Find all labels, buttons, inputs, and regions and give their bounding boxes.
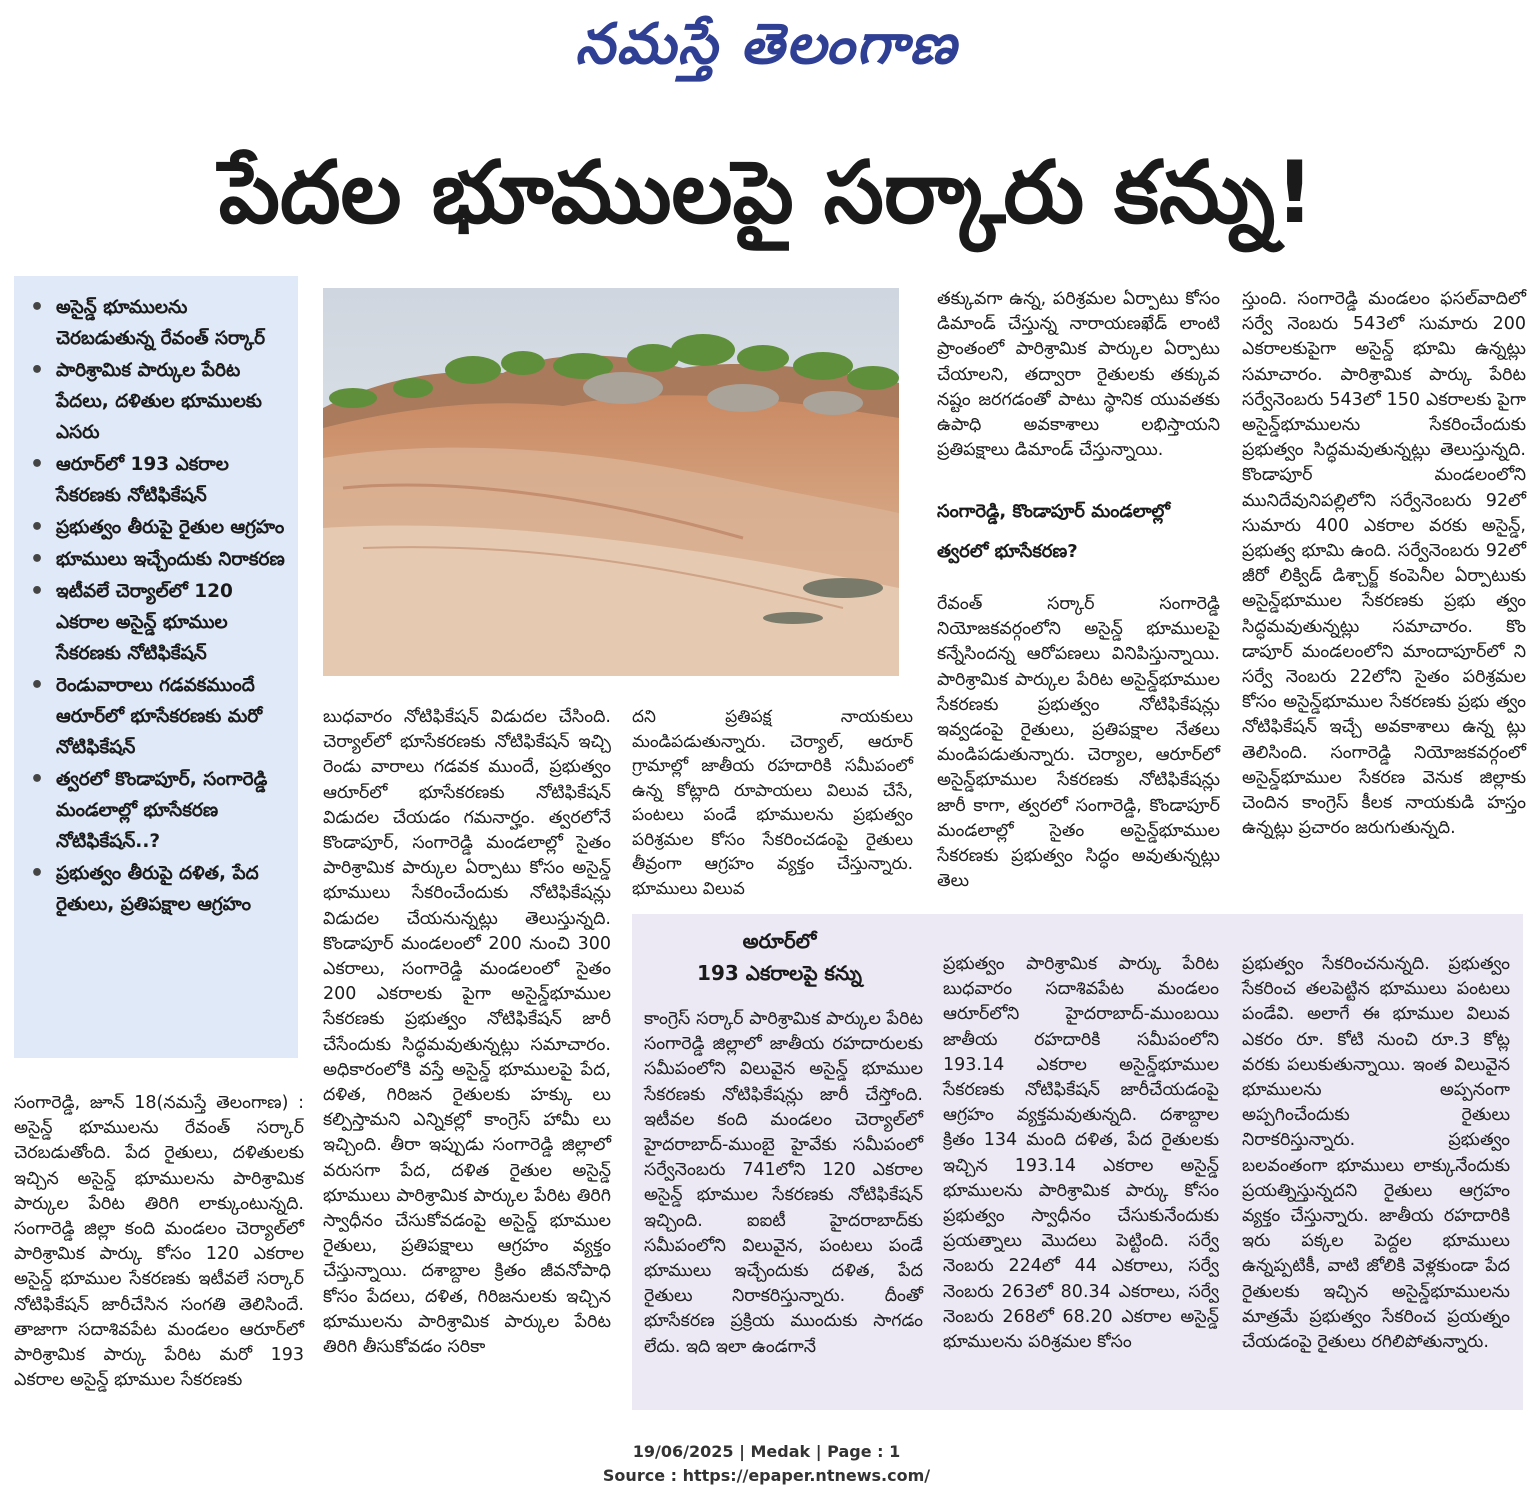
article-column-4-continued	[937, 592, 1220, 894]
sidebar-column-3	[1242, 952, 1510, 1355]
highlight-text: భూములు ఇచ్చేందుకు నిరాకరణ	[56, 549, 285, 570]
highlight-text: పారిశ్రామిక పార్కుల పేరిట పేదలు, దళితుల భూములకు ఎసరు	[56, 360, 262, 443]
article-column-2	[323, 705, 611, 1360]
sidebar-paragraph: ప్రభుత్వం సేకరించనున్నది. ప్రభుత్వం సేకరించ తలపెట్టిన భూములు పంటలు పండేవి. అలాగే ఈ భూముల విలువ ఎకరం రూ. కోటి నుంచి రూ.3 కోట్ల వరకు పలుకుతున్నాయి. ఇంత విలువైన భూములను అప్పనంగా అప్పగించేందుకు రైతులు నిరాకరిస్తున్నారు. ప్రభుత్వం బలవంతంగా భూములు లాక్కునేందుకు ప్రయత్నిస్తున్నదని రైతులు ఆగ్రహం వ్యక్తం చేస్తున్నారు. జాతీయ రహదారికి ఇరు పక్కల పెద్దల భూములు ఉన్నప్పటికీ, వాటి జోలికి వెళ్లకుండా పేద రైతులకు ఇచ్చిన అసైన్డ్‌భూములను మాత్రమే ప్రభుత్వం సేకరించ ప్రయత్నం చేయడంపై రైతులు రగిలిపోతున్నారు.	[1242, 954, 1510, 1353]
newspaper-masthead: నమస్తే తెలంగాణ	[575, 12, 958, 77]
article-paragraph: తక్కువగా ఉన్న, పరిశ్రమల ఏర్పాటు కోసం డిమాండ్ చేస్తున్న నారాయణఖేడ్ లాంటి ప్రాంతంలో పారిశ్రామిక పార్కుల ఏర్పాటు చేయాలని, తద్వారా రైతులకు తక్కువ నష్టం జరగడంతో పాటు స్థానిక యువతకు ఉపాధి అవకాశాలు లభిస్తాయని ప్రతిపక్షాలు డిమాండ్ చేస్తున్నాయి.	[937, 289, 1220, 461]
highlight-text: ఇటీవలే చెర్యాల్‌లో 120 ఎకరాల అసైన్డ్ భూముల సేకరణకు నోటిఫికేషన్	[56, 581, 233, 664]
landscape-illustration	[323, 288, 899, 676]
sidebar-paragraph: కాంగ్రెస్ సర్కార్ పారిశ్రామిక పార్కుల పేరిట సంగారెడ్డి జిల్లాలో జాతీయ రహదారులకు సమీపంలోని విలువైన అసైన్డ్ భూముల సేకరణకు నోటిఫికేషన్లు జారీ చేస్తోంది. ఇటీవల కంది మండలం చెర్యాల్‌లో హైదరాబాద్-ముంబై హైవేకు సమీపంలో సర్వేనెంబరు 741లోని 120 ఎకరాల అసైన్డ్ భూముల సేకరణకు నోటిఫికేషన్ ఇచ్చింది. ఐఐటీ హైదరాబాద్‌కు సమీపంలోని విలువైన, పంటలు పండే భూములు ఇచ్చేందుకు దళిత, పేద రైతులు నిరాకరిస్తున్నారు. దీంతో భూసేకరణ ప్రక్రియ ముందుకు సాగడం లేదు. ఇది ఇలా ఉండగానే	[644, 1009, 923, 1357]
highlights-box	[14, 276, 298, 1058]
footer-date-edition: 19/06/2025 | Medak | Page : 1	[632, 1442, 901, 1461]
bullet-icon: •	[30, 767, 45, 792]
article-column-1	[14, 1091, 304, 1393]
sidebar-title-line: 193 ఎకరాలపై కన్ను	[697, 961, 862, 985]
highlight-text: త్వరలో కొండాపూర్, సంగారెడ్డి మండలాల్లో భూసేకరణ నోటిఫికేషన్..?	[56, 769, 268, 852]
article-column-4	[937, 287, 1220, 463]
article-paragraph: స్తుంది. సంగారెడ్డి మండలం ఫసల్‌వాదిలో సర్వే నెంబరు 543లో సుమారు 200 ఎకరాలకుపైగా అసైన్డ్ భూమి ఉన్నట్లు సమాచారం. పారిశ్రామిక పార్కు పేరిట సర్వేనెంబరు 543లో 150 ఎకరాలకు పైగా అసైన్డ్‌భూములను సేకరించేందుకు ప్రభుత్వం సిద్ధమవుతున్నట్లు తెలుస్తున్నది. కొండాపూర్ మండలంలోని మునిదేవునిపల్లిలోని సర్వేనెంబరు 92లో సుమారు 400 ఎకరాల వరకు అసైన్డ్, ప్రభుత్వ భూమి ఉంది. సర్వేనెంబరు 92లో జీరో లిక్విడ్ డిశ్చార్జ్ కంపెనీల ఏర్పాటుకు అసైన్డ్‌భూముల సేకరణకు ప్రభు త్వం సిద్ధమవుతున్నట్లు సమాచారం. కొం డాపూర్ మండలంలోని మాందాపూర్‌లో ని సర్వే నెంబరు 22లోని సైతం పరిశ్రమల కోసం అసైన్డ్‌భూముల సేకరణకు ప్రభు త్వం నోటిఫికేషన్ ఇచ్చే అవకాశాలు ఉన్న ట్లు తెలిసింది. సంగారెడ్డి నియోజకవర్గంలో అసైన్డ్‌భూముల సేకరణ వెనుక జిల్లాకు చెందిన కాంగ్రెస్ కీలక నాయకుడి హస్తం ఉన్నట్లు ప్రచారం జరుగుతున్నది.	[1242, 289, 1526, 839]
footer-source-link[interactable]: Source : https://epaper.ntnews.com/	[602, 1466, 931, 1485]
highlight-text: రెండువారాలు గడవకముందే ఆరూర్‌లో భూసేకరణకు మరో నోటిఫికేషన్	[56, 675, 263, 758]
sidebar-paragraph: ప్రభుత్వం పారిశ్రామిక పార్కు పేరిట బుధవారం సదాశివపేట మండలం ఆరూర్‌లోని హైదరాబాద్-ముంబయి జాతీయ రహదారికి సమీపంలోని 193.14 ఎకరాల అసైన్డ్‌భూముల సేకరణకు నోటిఫికేషన్ జారీచేయడంపై ఆగ్రహం వ్యక్తమవుతున్నది. దశాబ్దాల క్రితం 134 మంది దళిత, పేద రైతులకు ఇచ్చిన 193.14 ఎకరాల అసైన్డ్ భూములను పారిశ్రామిక పార్కు కోసం ప్రభుత్వం స్వాధీనం చేసుకునేందుకు ప్రయత్నాలు మొదలు పెట్టింది. సర్వే నెంబరు 224లో 44 ఎకరాలు, సర్వే నెంబరు 263లో 80.34 ఎకరాలు, సర్వే నెంబరు 268లో 68.20 ఎకరాల అసైన్డ్ భూములను పరిశ్రమల కోసం	[943, 954, 1219, 1353]
article-column-3	[632, 705, 913, 901]
sidebar-story-title	[632, 925, 927, 989]
bullet-icon: •	[30, 861, 45, 886]
bullet-icon: •	[30, 579, 45, 604]
bullet-icon: •	[30, 452, 45, 477]
bullet-icon: •	[30, 547, 45, 572]
sidebar-column-1	[644, 1007, 923, 1360]
highlight-text: ప్రభుత్వం తీరుపై రైతుల ఆగ్రహం	[56, 517, 285, 538]
article-paragraph: దని ప్రతిపక్ష నాయకులు మండిపడుతున్నారు. చెర్యాల్, ఆరూర్ గ్రామాల్లో జాతీయ రహదారికి సమీపంలో ఉన్న కోట్లాది రూపాయలు విలువ చేసే, పంటలు పండే భూములను ప్రభుత్వం పరిశ్రమల కోసం సేకరించడంపై రైతులు తీవ్రంగా ఆగ్రహం వ్యక్తం చేస్తున్నారు. భూములు విలువ	[632, 707, 913, 899]
article-paragraph: రేవంత్ సర్కార్ సంగారెడ్డి నియోజకవర్గంలోని అసైన్డ్ భూములపై కన్నేసిందన్న ఆరోపణలు వినిపిస్తున్నాయి. పారిశ్రామిక పార్కుల పేరిట అసైన్డ్‌భూముల సేకరణకు ప్రభుత్వం నోటిఫికేషన్లు ఇవ్వడంపై రైతులు, ప్రతిపక్షాల నేతలు మండిపడుతున్నారు. చెర్యాల, ఆరూర్‌లో అసైన్డ్‌భూముల సేకరణకు నోటిఫికేషన్లు జారీ కాగా, త్వరలో సంగారెడ్డి, కొండాపూర్ మండలాల్లో సైతం అసైన్డ్‌భూముల సేకరణకు ప్రభుత్వం సిద్ధం అవుతున్నట్లు తెలు	[937, 594, 1220, 892]
bullet-icon: •	[30, 358, 45, 383]
highlight-text: అసైన్డ్ భూములను చెరబడుతున్న రేవంత్ సర్కార్	[56, 297, 266, 349]
headline: పేదల భూములపై సర్కారు కన్ను!	[218, 143, 1315, 243]
article-column-5	[1242, 287, 1526, 841]
highlight-item	[26, 858, 288, 920]
highlight-item	[26, 355, 288, 448]
highlight-item	[26, 764, 288, 857]
highlight-item	[26, 512, 288, 543]
highlight-item	[26, 449, 288, 511]
sidebar-column-2	[943, 952, 1219, 1355]
bullet-icon: •	[30, 295, 45, 320]
page-footer	[0, 1440, 1533, 1488]
highlight-item	[26, 670, 288, 763]
article-paragraph: బుధవారం నోటిఫికేషన్ విడుదల చేసింది. చెర్యాల్‌లో భూసేకరణకు నోటిఫికేషన్ ఇచ్చి రెండు వారాలు గడవక ముందే, ప్రభుత్వం ఆరూర్‌లో భూసేకరణకు నోటిఫికేషన్ విడుదల చేయడం గమనార్హం. త్వరలోనే కొండాపూర్, సంగారెడ్డి మండలాల్లో సైతం పారిశ్రామిక పార్కుల ఏర్పాటు కోసం అసైన్డ్ భూములు సేకరించేందుకు నోటిఫికేషన్లు విడుదల చేయనున్నట్లు తెలుస్తున్నది. కొండాపూర్ మండలంలో 200 నుంచి 300 ఎకరాలు, సంగారెడ్డి మండలంలో సైతం 200 ఎకరాలకు పైగా అసైన్డ్‌భూముల సేకరణకు ప్రభుత్వం నోటిఫికేషన్ జారీ చేసేందుకు సిద్ధమవుతున్నట్లు సమాచారం. అధికారంలోకి వస్తే అసైన్డ్ భూములపై పేద, దళిత, గిరిజన రైతులకు హక్కు లు కల్పిస్తామని ఎన్నికల్లో కాంగ్రెస్ హామీ లు ఇచ్చింది. తీరా ఇప్పుడు సంగారెడ్డి జిల్లాలో వరుసగా పేద, దళిత రైతుల అసైన్డ్ భూములు పారిశ్రామిక పార్కుల పేరిట తిరిగి స్వాధీనం చేసుకోవడంపై అసైన్డ్ భూముల రైతులు, ప్రతిపక్షాలు ఆగ్రహం వ్యక్తం చేస్తున్నాయి. దశాబ్దాల క్రితం జీవనోపాధి కోసం పేదలు, దళిత, గిరిజనులకు ఇచ్చిన భూములను పారిశ్రామిక పార్కుల పేరిట తిరిగి తీసుకోవడం సరికా	[323, 707, 611, 1358]
article-paragraph: సంగారెడ్డి, జూన్ 18(నమస్తే తెలంగాణ) : అసైన్డ్ భూములను రేవంత్ సర్కార్ చెరబడుతోంది. పేద రైతులు, దళితులకు ఇచ్చిన అసైన్డ్ భూములను పారిశ్రామిక పార్కుల పేరిట తిరిగి లాక్కుంటున్నది. సంగారెడ్డి జిల్లా కంది మండలం చెర్యాల్‌లో పారిశ్రామిక పార్కు కోసం 120 ఎకరాల అసైన్డ్ భూముల సేకరణకు ఇటీవలే సర్కార్ నోటిఫికేషన్ జారీచేసిన సంగతి తెలిసిందే. తాజాగా సదాశివపేట మండలం ఆరూర్‌లో పారిశ్రామిక పార్కు పేరిట మరో 193 ఎకరాల అసైన్డ్ భూముల సేకరణకు	[14, 1093, 304, 1391]
bullet-icon: •	[30, 673, 45, 698]
highlights-list	[26, 292, 288, 920]
bullet-icon: •	[30, 515, 45, 540]
highlight-text: ప్రభుత్వం తీరుపై దళిత, పేద రైతులు, ప్రతిపక్షాల ఆగ్రహం	[56, 863, 259, 915]
highlight-item	[26, 544, 288, 575]
news-photo-cleared-land	[323, 288, 899, 676]
highlight-item	[26, 576, 288, 669]
highlight-text: ఆరూర్‌లో 193 ఎకరాల సేకరణకు నోటిఫికేషన్	[56, 454, 229, 506]
section-subheading: సంగారెడ్డి, కొండాపూర్ మండలాల్లో త్వరలో భూసేకరణ?	[937, 501, 1171, 562]
highlight-item	[26, 292, 288, 354]
sidebar-title-line: అరూర్‌లో	[742, 929, 817, 953]
